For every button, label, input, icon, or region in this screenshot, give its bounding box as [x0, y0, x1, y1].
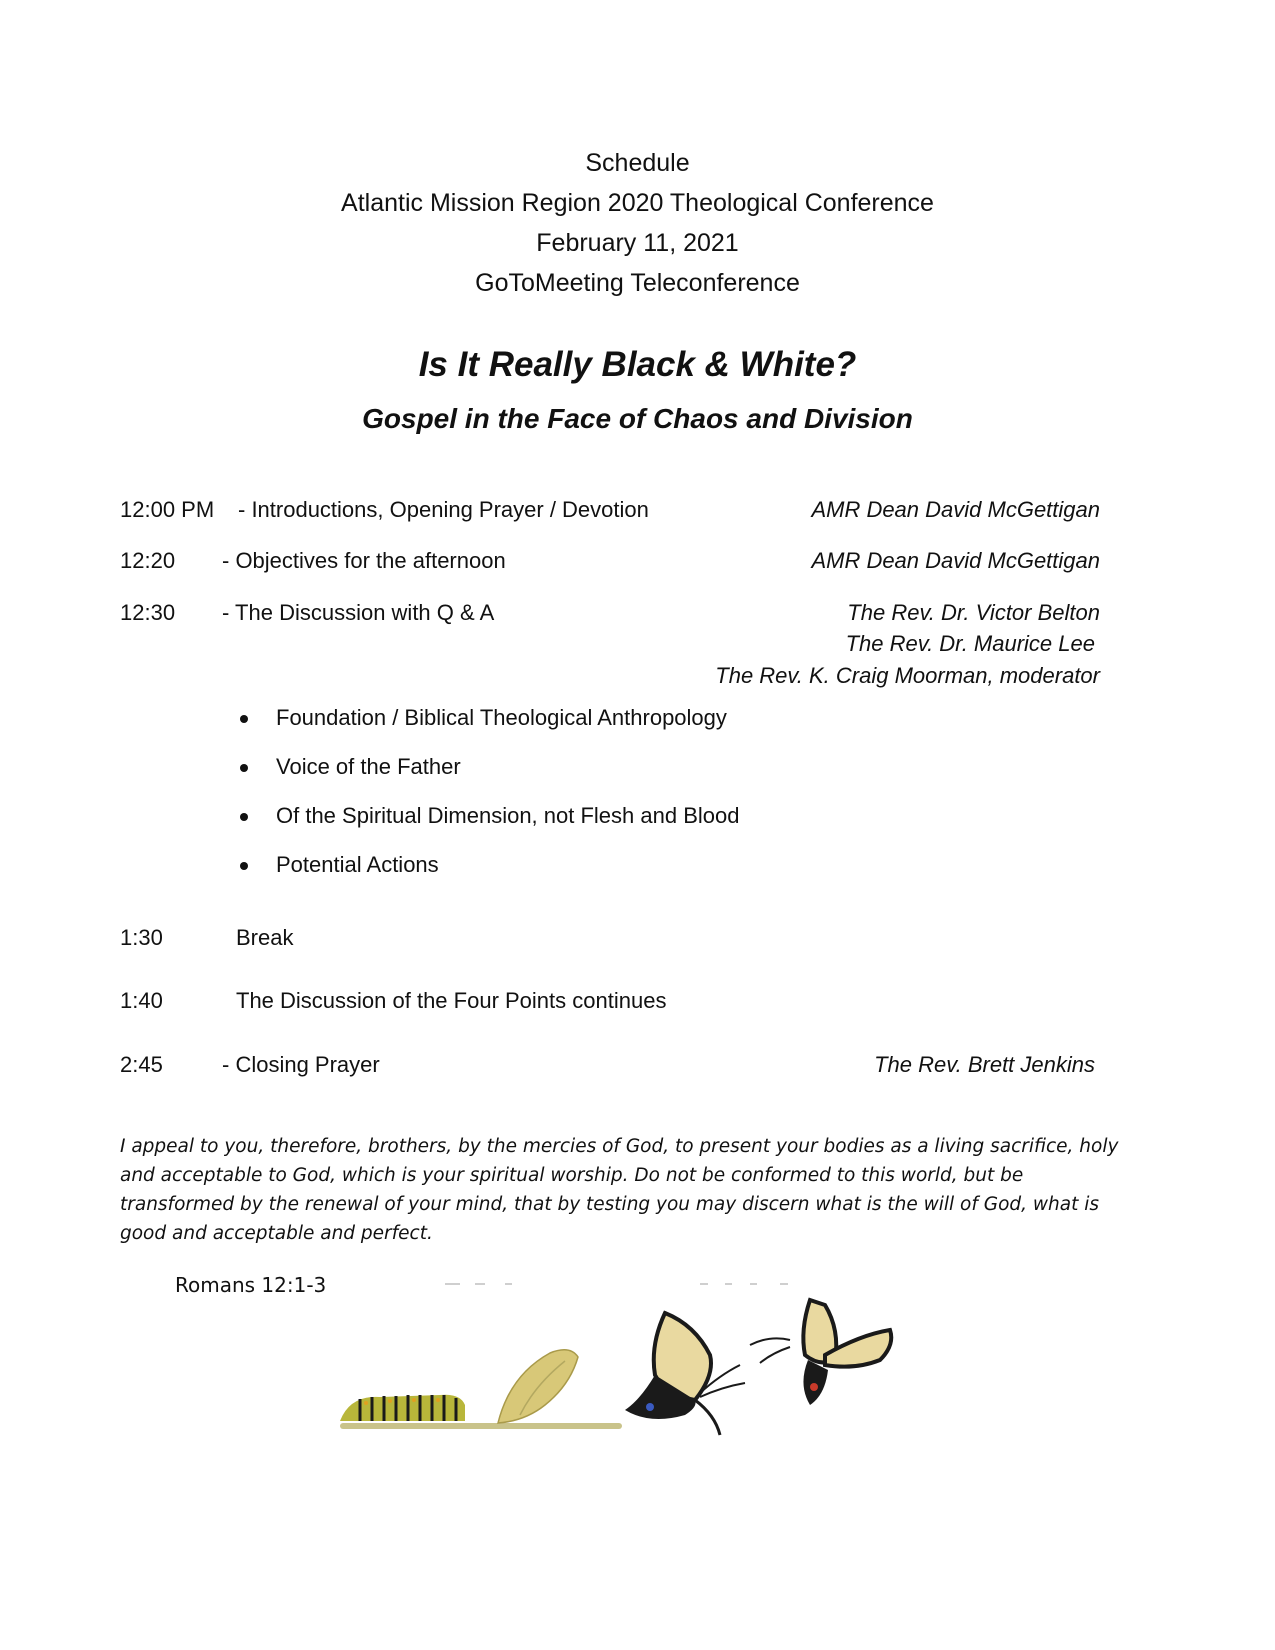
header-date: February 11, 2021 — [536, 229, 739, 257]
butterfly-icon — [750, 1300, 891, 1405]
schedule-presenter: AMR Dean David McGettigan — [811, 548, 1100, 573]
list-item — [240, 852, 739, 901]
scripture-quote: I appeal to you, therefore, brothers, by the mercies of God, to present your bodies as a living sacrifice, holy and acceptable to God, which is your spiritual worship. Do not be conformed to this world, but be transformed by the renewal of your mind, that by testing you may discern what is the will of God, what is good and acceptable and perfect. — [120, 1136, 1119, 1244]
schedule-desc: - Objectives for the afternoon — [222, 548, 506, 573]
schedule-time: 1:30 — [120, 925, 163, 950]
schedule-time: 12:00 PM — [120, 497, 215, 522]
schedule-desc: - Closing Prayer — [222, 1052, 380, 1077]
list-item — [240, 754, 739, 803]
schedule-presenter: The Rev. Dr. Victor Belton — [847, 600, 1100, 625]
header-schedule: Schedule — [585, 149, 690, 177]
schedule-time: 12:20 — [120, 548, 176, 573]
header-conference: Atlantic Mission Region 2020 Theological Conference — [341, 189, 934, 217]
bullet-icon — [240, 813, 248, 821]
schedule-presenter: The Rev. Brett Jenkins — [874, 1052, 1095, 1077]
schedule-time: 2:45 — [120, 1052, 163, 1077]
bullet-icon — [240, 764, 248, 772]
chrysalis-icon — [498, 1350, 578, 1423]
metamorphosis-illustration — [320, 1275, 940, 1455]
bullet-icon — [240, 715, 248, 723]
schedule-desc: The Discussion of the Four Points continues — [236, 988, 667, 1013]
schedule-time: 1:40 — [120, 988, 163, 1013]
point-label: Of the Spiritual Dimension, not Flesh and Blood — [276, 803, 740, 828]
schedule-desc: - Introductions, Opening Prayer / Devotion — [238, 497, 649, 522]
butterfly-icon — [625, 1313, 745, 1435]
page-subtitle: Gospel in the Face of Chaos and Division — [362, 403, 913, 434]
point-label: Foundation / Biblical Theological Anthropology — [276, 705, 727, 730]
discussion-points — [240, 705, 739, 901]
point-label: Voice of the Father — [276, 754, 461, 779]
scripture-reference: Romans 12:1-3 — [175, 1273, 327, 1297]
point-label: Potential Actions — [276, 852, 439, 877]
list-item — [240, 803, 739, 852]
schedule-moderator: The Rev. K. Craig Moorman, moderator — [715, 663, 1100, 688]
page-title: Is It Really Black & White? — [418, 345, 857, 384]
list-item — [240, 705, 739, 754]
schedule-presenter: The Rev. Dr. Maurice Lee — [845, 631, 1095, 656]
schedule-desc: Break — [236, 925, 294, 950]
header-venue: GoToMeeting Teleconference — [475, 269, 800, 297]
twig — [340, 1423, 622, 1429]
bullet-icon — [240, 862, 248, 870]
schedule-desc: - The Discussion with Q & A — [222, 600, 495, 625]
caterpillar-icon — [340, 1395, 465, 1421]
schedule-time: 12:30 — [120, 600, 176, 625]
schedule-presenter: AMR Dean David McGettigan — [811, 497, 1100, 522]
